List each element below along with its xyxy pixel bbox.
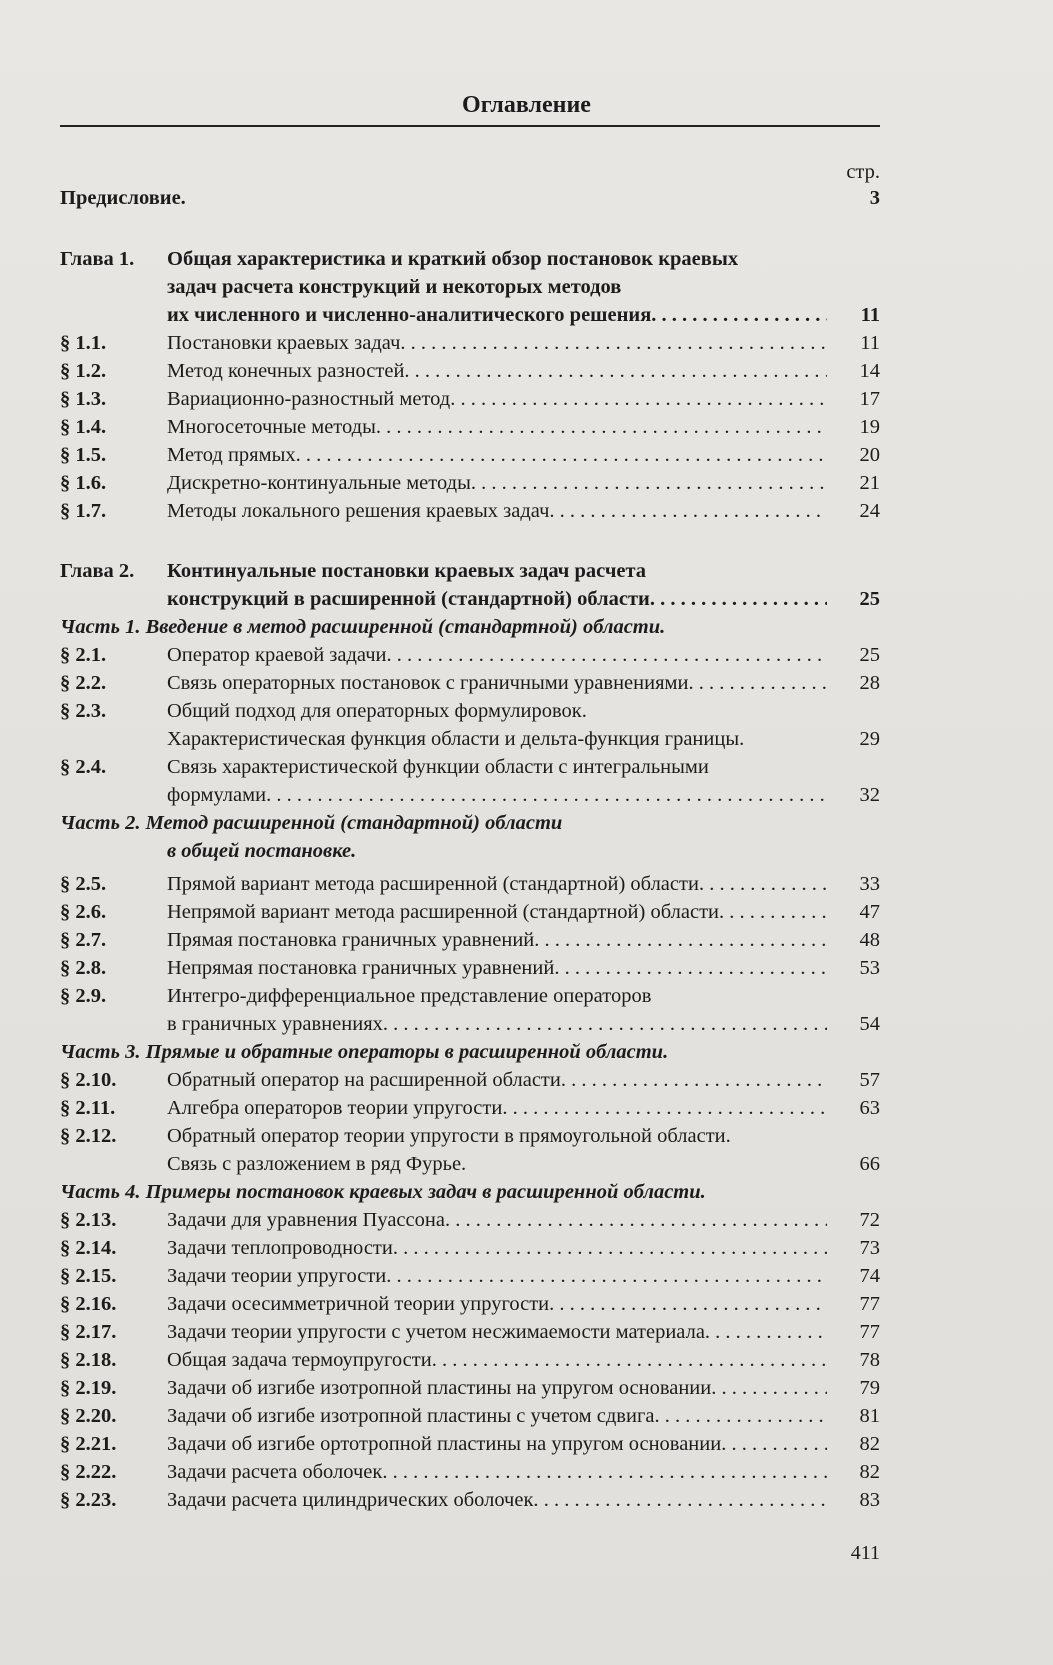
toc-entry-text: Предисловие.	[60, 187, 186, 209]
section-number: § 2.12.	[60, 1125, 117, 1147]
page-number: 411	[850, 1542, 880, 1564]
toc-entry-page: 20	[859, 444, 880, 466]
section-number: § 2.20.	[60, 1405, 117, 1427]
section-title: Характеристическая функция области и дельта-функция границы.	[167, 728, 745, 750]
section-title: Связь операторных постановок с граничными уравнениями. . . .	[167, 669, 827, 697]
toc-entry-line2	[60, 725, 880, 753]
section-number: § 2.8.	[60, 957, 107, 979]
toc-entry-page: 47	[859, 901, 880, 923]
toc-entry[interactable]	[60, 1374, 880, 1402]
chapter-title-line: их численного и численно-аналитического решения. . . .	[167, 301, 827, 329]
section-number: § 2.3.	[60, 700, 107, 722]
toc-entry-page: 53	[859, 957, 880, 979]
section-number: § 1.5.	[60, 444, 107, 466]
section-title: Задачи осесимметричной теории упругости. . . .	[167, 1290, 827, 1318]
section-number: § 2.9.	[60, 985, 107, 1007]
section-number: § 2.18.	[60, 1349, 117, 1371]
part-4-heading[interactable]: Часть 4. Примеры постановок краевых задач в расширенной области.	[60, 1181, 706, 1203]
toc-entry-page: 57	[859, 1069, 880, 1091]
toc-entry-page: 83	[859, 1489, 880, 1511]
section-title: Связь характеристической функции области с интегральными	[167, 756, 709, 778]
toc-entry[interactable]	[60, 1094, 880, 1122]
section-number: § 2.11.	[60, 1097, 116, 1119]
section-title: Прямой вариант метода расширенной (стандартной) области. . . .	[167, 870, 827, 898]
section-title: Задачи расчета оболочек. . . .	[167, 1458, 827, 1486]
toc-entry[interactable]	[60, 753, 880, 781]
toc-entry-page: 82	[859, 1461, 880, 1483]
section-number: § 2.17.	[60, 1321, 117, 1343]
section-title: Непрямой вариант метода расширенной (стандартной) области. . . .	[167, 898, 827, 926]
section-number: § 2.1.	[60, 644, 107, 666]
part-2-heading[interactable]: Часть 2. Метод расширенной (стандартной) области	[60, 812, 563, 834]
toc-entry-page: 74	[859, 1265, 880, 1287]
chapter-title-line: Континуальные постановки краевых задач расчета	[167, 560, 647, 582]
section-title: Обратный оператор теории упругости в прямоугольной области.	[167, 1125, 731, 1147]
part-1-heading[interactable]: Часть 1. Введение в метод расширенной (стандартной) области.	[60, 616, 666, 638]
toc-entry[interactable]	[60, 1458, 880, 1486]
toc-entry-page: 82	[859, 1433, 880, 1455]
toc-entry[interactable]	[60, 1262, 880, 1290]
toc-entry-page: 21	[859, 472, 880, 494]
toc-entry[interactable]	[60, 1430, 880, 1458]
section-number: § 2.2.	[60, 672, 107, 694]
toc-entry[interactable]	[60, 898, 880, 926]
toc-entry[interactable]	[60, 641, 880, 669]
toc-entry-page: 81	[859, 1405, 880, 1427]
section-title: Методы локального решения краевых задач. . . .	[167, 497, 827, 525]
toc-entry[interactable]	[60, 1066, 880, 1094]
toc-entry-page: 3	[869, 187, 880, 209]
toc-entry[interactable]	[60, 1402, 880, 1430]
toc-entry-page: 29	[859, 728, 880, 750]
toc-entry-page: 78	[859, 1349, 880, 1371]
toc-entry-page: 25	[859, 588, 880, 610]
toc-entry-page: 11	[860, 304, 880, 326]
toc-entry-page: 54	[859, 1013, 880, 1035]
toc-entry[interactable]	[60, 329, 880, 357]
section-number: § 2.15.	[60, 1265, 117, 1287]
toc-entry-page: 48	[859, 929, 880, 951]
toc-entry[interactable]	[60, 385, 880, 413]
page-column-label: стр.	[846, 161, 880, 183]
section-number: § 2.14.	[60, 1237, 117, 1259]
toc-entry[interactable]	[60, 357, 880, 385]
section-number: § 2.4.	[60, 756, 107, 778]
section-title: Задачи об изгибе изотропной пластины на упругом основании. . . .	[167, 1374, 827, 1402]
toc-entry-page: 17	[859, 388, 880, 410]
section-title: Обратный оператор на расширенной области. . . .	[167, 1066, 827, 1094]
toc-entry[interactable]	[60, 669, 880, 697]
section-number: § 1.1.	[60, 332, 107, 354]
section-title: Задачи для уравнения Пуассона. . . .	[167, 1206, 827, 1234]
section-title: Прямая постановка граничных уравнений. . . .	[167, 926, 827, 954]
toc-entry[interactable]	[60, 441, 880, 469]
section-number: § 2.10.	[60, 1069, 117, 1091]
chapter-title-line: Общая характеристика и краткий обзор постановок краевых	[167, 248, 739, 270]
section-title: Вариационно-разностный метод. . . .	[167, 385, 827, 413]
chapter-1-heading[interactable]	[60, 245, 880, 273]
toc-entry[interactable]	[60, 697, 880, 725]
toc-entry-line2	[60, 1010, 880, 1038]
section-number: § 2.5.	[60, 873, 107, 895]
section-number: § 2.23.	[60, 1489, 117, 1511]
section-title: Непрямая постановка граничных уравнений. . . .	[167, 954, 827, 982]
section-number: § 2.16.	[60, 1293, 117, 1315]
section-title: Задачи об изгибе изотропной пластины с учетом сдвига. . . .	[167, 1402, 827, 1430]
toc-entry[interactable]	[60, 1290, 880, 1318]
chapter-number: Глава 1.	[60, 248, 135, 270]
chapter-number: Глава 2.	[60, 560, 135, 582]
chapter-title-line: задач расчета конструкций и некоторых методов	[167, 276, 622, 298]
section-number: § 1.3.	[60, 388, 107, 410]
section-number: § 1.4.	[60, 416, 107, 438]
page-title: Оглавление	[462, 92, 591, 118]
toc-entry[interactable]	[60, 1486, 880, 1514]
toc-entry-preface[interactable]	[60, 184, 880, 212]
toc-entry[interactable]	[60, 1346, 880, 1374]
section-title: в граничных уравнениях. . . .	[167, 1010, 827, 1038]
section-title: Алгебра операторов теории упругости. . . .	[167, 1094, 827, 1122]
section-title: Задачи расчета цилиндрических оболочек. . . .	[167, 1486, 827, 1514]
section-number: § 2.19.	[60, 1377, 117, 1399]
section-title: Задачи теплопроводности. . . .	[167, 1234, 827, 1262]
section-title: Общий подход для операторных формулировок.	[167, 700, 587, 722]
section-title: Связь с разложением в ряд Фурье.	[167, 1153, 467, 1175]
toc-entry-page: 32	[859, 784, 880, 806]
toc-entry[interactable]	[60, 1318, 880, 1346]
chapter-1-heading-line3	[60, 301, 880, 329]
section-number: § 2.6.	[60, 901, 107, 923]
section-number: § 1.2.	[60, 360, 107, 382]
toc-entry-page: 73	[859, 1237, 880, 1259]
chapter-title-line: конструкций в расширенной (стандартной) области. . . .	[167, 585, 827, 613]
toc-entry-page: 77	[859, 1293, 880, 1315]
section-number: § 1.7.	[60, 500, 107, 522]
toc-entry[interactable]	[60, 982, 880, 1010]
toc-entry-page: 63	[859, 1097, 880, 1119]
toc-entry-page: 14	[859, 360, 880, 382]
page-column-header	[60, 158, 880, 186]
section-title: формулами. . . .	[167, 781, 827, 809]
toc-entry-page: 66	[859, 1153, 880, 1175]
section-title: Общая задача термоупругости. . . .	[167, 1346, 827, 1374]
toc-entry[interactable]	[60, 469, 880, 497]
section-title: Задачи теории упругости с учетом несжимаемости материала. . . .	[167, 1318, 827, 1346]
section-title: Задачи об изгибе ортотропной пластины на упругом основании. . . .	[167, 1430, 827, 1458]
toc-entry-page: 77	[859, 1321, 880, 1343]
section-title: Метод конечных разностей. . . .	[167, 357, 827, 385]
toc-entry-page: 79	[859, 1377, 880, 1399]
toc-entry-page: 11	[860, 332, 880, 354]
toc-entry[interactable]	[60, 870, 880, 898]
section-number: § 2.7.	[60, 929, 107, 951]
toc-entry-line2	[60, 781, 880, 809]
section-title: Дискретно-континуальные методы. . . .	[167, 469, 827, 497]
toc-entry-page: 25	[859, 644, 880, 666]
toc-entry[interactable]	[60, 497, 880, 525]
chapter-2-heading[interactable]	[60, 557, 880, 585]
part-3-heading[interactable]: Часть 3. Прямые и обратные операторы в расширенной области.	[60, 1041, 669, 1063]
section-number: § 2.21.	[60, 1433, 117, 1455]
section-number: § 2.13.	[60, 1209, 117, 1231]
section-title: Задачи теории упругости. . . .	[167, 1262, 827, 1290]
toc-entry-page: 33	[859, 873, 880, 895]
chapter-2-heading-line2	[60, 585, 880, 613]
toc-entry-page: 24	[859, 500, 880, 522]
toc-entry-page: 28	[859, 672, 880, 694]
toc-entry[interactable]	[60, 1206, 880, 1234]
chapter-1-heading-line2	[60, 273, 880, 301]
toc-entry[interactable]	[60, 954, 880, 982]
section-title: Оператор краевой задачи. . . .	[167, 641, 827, 669]
section-title: Метод прямых. . . .	[167, 441, 827, 469]
toc-entry-page: 72	[859, 1209, 880, 1231]
section-title: Постановки краевых задач. . . .	[167, 329, 827, 357]
section-title: Интегро-дифференциальное представление операторов	[167, 985, 652, 1007]
toc-entry[interactable]	[60, 926, 880, 954]
section-number: § 2.22.	[60, 1461, 117, 1483]
toc-entry[interactable]	[60, 413, 880, 441]
toc-entry[interactable]	[60, 1234, 880, 1262]
toc-entry[interactable]	[60, 1122, 880, 1150]
part-2-heading-line2: в общей постановке.	[167, 840, 357, 862]
section-title: Многосеточные методы. . . .	[167, 413, 827, 441]
section-number: § 1.6.	[60, 472, 107, 494]
toc-entry-line2	[60, 1150, 880, 1178]
toc-entry-page: 19	[859, 416, 880, 438]
